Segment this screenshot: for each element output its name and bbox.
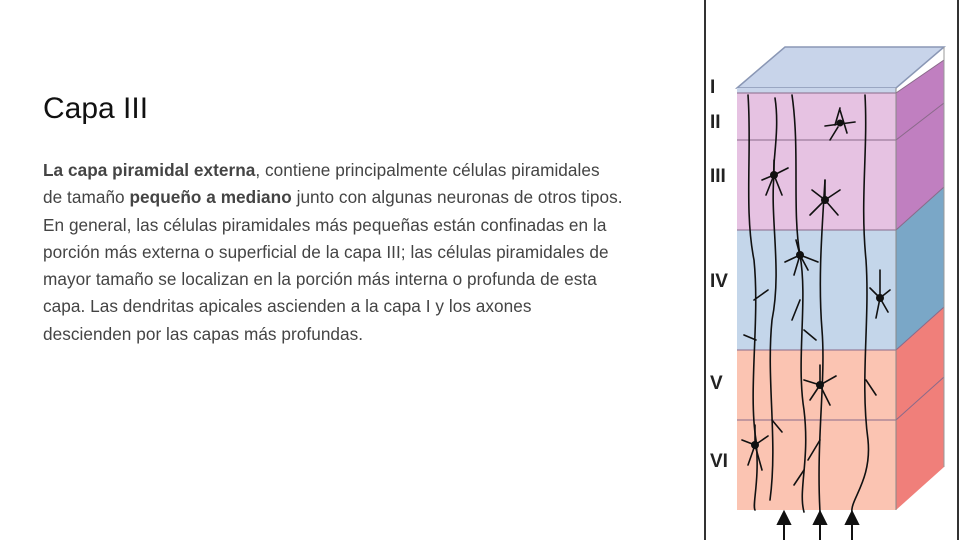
body-text-part: , contiene principalmente células piramidales de tamaño (43, 160, 600, 208)
layer-label-VI: VI (710, 451, 728, 472)
afferent-arrows (778, 512, 858, 540)
body-bold-size: pequeño a mediano (129, 187, 292, 208)
slide-title: Capa III (43, 92, 149, 125)
cortex-layers-figure (700, 0, 960, 540)
layer-label-I: I (710, 77, 716, 98)
layer-label-V: V (710, 373, 723, 394)
body-text-part: junto con algunas neuronas de otros tipos. En general, las células piramidales más pequeñas están confinadas en la porción más externa o superficial de la capa III; las células piramidales de mayor tamaño se localizan en la porción más interna o profunda de esta capa. Las dendritas apicales ascienden a la capa I y los axones descienden por las capas más profundas. (43, 187, 623, 344)
layer-label-II: II (710, 112, 721, 133)
front-layer-I (737, 88, 896, 93)
layer-label-IV: IV (710, 271, 728, 292)
front-layers-V-VI (737, 350, 896, 510)
slide-body-text (43, 157, 623, 348)
body-bold-term: La capa piramidal externa (43, 160, 256, 180)
layer-label-III: III (710, 166, 726, 187)
cortex-layers-diagram (700, 0, 960, 540)
